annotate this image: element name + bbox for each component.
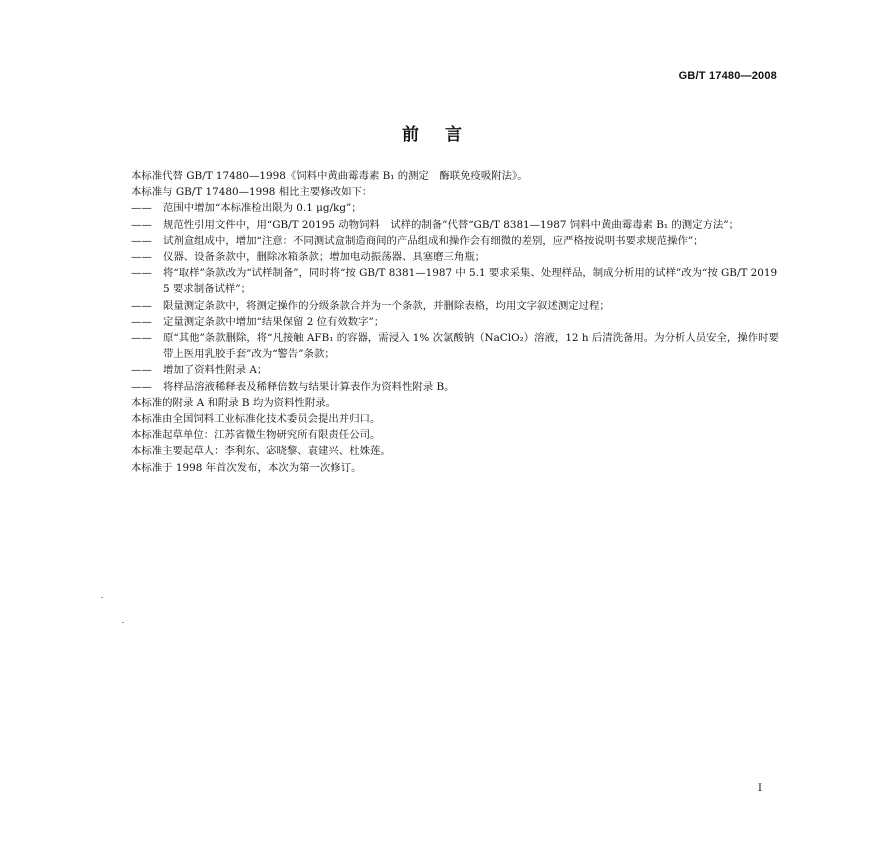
change-item-text: 限量测定条款中，将测定操作的分级条款合并为一个条款，并删除表格，均用文字叙述测定过程； — [163, 299, 610, 312]
change-item-text: 将样品溶液稀释表及稀释倍数与结果计算表作为资料性附录 B。 — [163, 380, 455, 393]
dash-marker: —— — [131, 315, 152, 328]
change-item — [131, 217, 781, 233]
change-item-text: 范围中增加“本标准检出限为 0.1 μg/kg”； — [163, 202, 362, 215]
dash-marker: —— — [131, 218, 152, 231]
change-item-text: 试剂盒组成中，增加“注意：不同测试盒制造商间的产品组成和操作会有细微的差别，应严格按说明书要求规范操作”； — [163, 234, 704, 247]
closing-paragraph: 本标准主要起草人：李利东、宓晓黎、袁建兴、杜姝莲。 — [131, 445, 391, 458]
standard-code: GB/T 17480—2008 — [678, 70, 777, 82]
closing-paragraph: 本标准的附录 A 和附录 B 均为资料性附录。 — [131, 396, 336, 409]
change-item — [131, 314, 781, 330]
intro-paragraph: 本标准与 GB/T 17480—1998 相比主要修改如下： — [131, 186, 373, 199]
change-item-text: 规范性引用文件中，用“GB/T 20195 动物饲料 试样的制备”代替“GB/T 8381—1987 饲料中黄曲霉毒素 B₁ 的测定方法”； — [163, 218, 739, 231]
change-item-text: 原“其他”条款删除，将“凡接触 AFB₁ 的容器，需浸入 1% 次氯酸钠（NaClO₂）溶液，12 h 后清洗备用。为分析人员安全，操作时要带上医用乳胶手套”改为“警告”条款； — [163, 332, 779, 361]
dash-marker: —— — [131, 364, 152, 377]
change-item — [131, 298, 781, 314]
change-item — [131, 200, 781, 216]
dash-marker: —— — [131, 267, 152, 280]
change-item — [131, 265, 781, 297]
change-item — [131, 379, 781, 395]
page-title: 前言 — [402, 125, 488, 145]
change-item — [131, 233, 781, 249]
change-item — [131, 330, 781, 362]
closing-paragraph: 本标准于 1998 年首次发布，本次为第一次修订。 — [131, 461, 362, 474]
scan-speck — [122, 622, 124, 623]
change-item-text: 将“取样”条款改为“试样制备”，同时将“按 GB/T 8381—1987 中 5.1 要求采集、处理样品，制成分析用的试样”改为“按 GB/T 20195 要求制备试样”； — [163, 267, 778, 296]
change-item-text: 定量测定条款中增加“结果保留 2 位有效数字”； — [163, 315, 385, 328]
dash-marker: —— — [131, 299, 152, 312]
dash-marker: —— — [131, 202, 152, 215]
dash-marker: —— — [131, 251, 152, 264]
scan-speck — [101, 597, 103, 598]
change-item — [131, 362, 781, 378]
closing-paragraph: 本标准起草单位：江苏省微生物研究所有限责任公司。 — [131, 429, 381, 442]
page-number: I — [758, 783, 762, 794]
closing-paragraph: 本标准由全国饲料工业标准化技术委员会提出并归口。 — [131, 413, 381, 426]
dash-marker: —— — [131, 332, 152, 345]
change-item-text: 增加了资料性附录 A； — [163, 364, 268, 377]
dash-marker: —— — [131, 380, 152, 393]
intro-paragraph: 本标准代替 GB/T 17480—1998《饲料中黄曲霉毒素 B₁ 的测定 酶联免疫吸附法》。 — [131, 170, 528, 182]
change-item-text: 仪器、设备条款中，删除冰箱条款；增加电动振荡器、具塞磨三角瓶； — [163, 251, 486, 264]
foreword-body — [131, 168, 781, 476]
dash-marker: —— — [131, 234, 152, 247]
change-item — [131, 249, 781, 265]
